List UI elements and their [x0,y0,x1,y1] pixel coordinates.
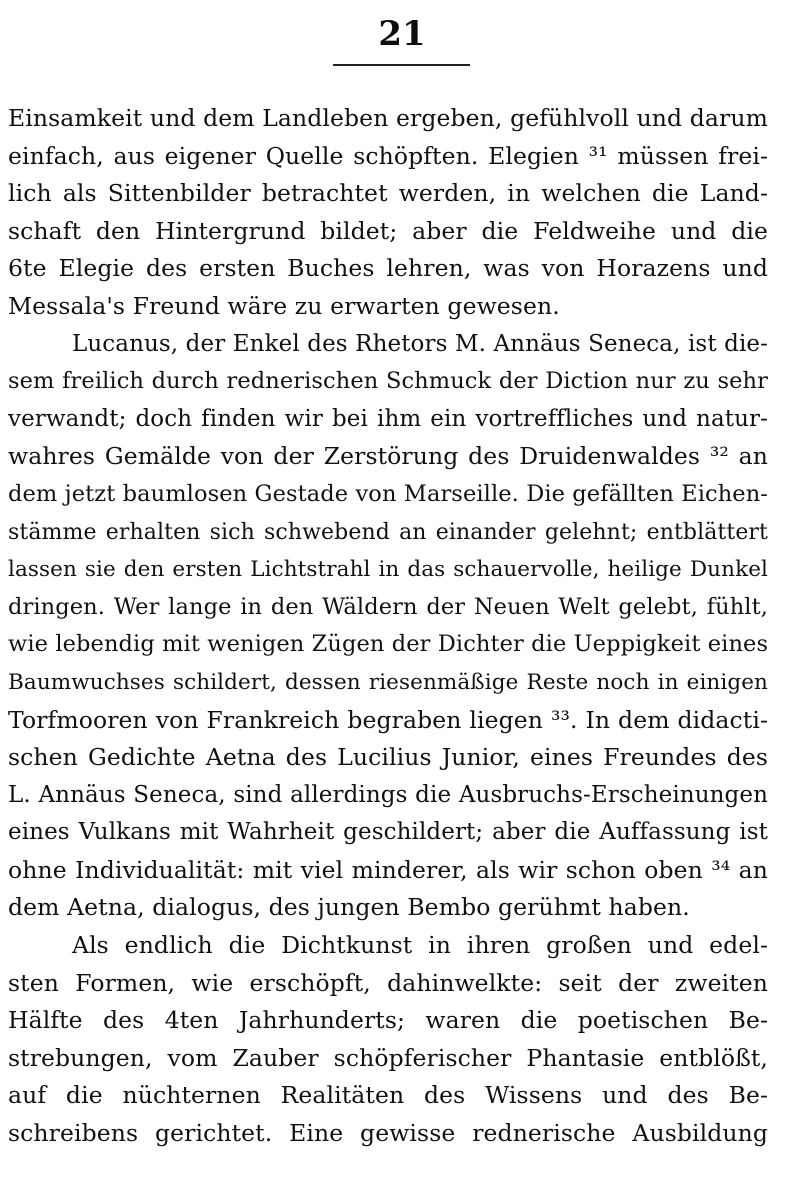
text-line: schreibens gerichtet. Eine gewisse rednerische Ausbildung [8,1119,768,1148]
text-line: eines Vulkans mit Wahrheit geschildert; aber die Auffassung ist [8,819,768,846]
text-line: strebungen, vom Zauber schöpferischer Phantasie entblößt, [8,1043,768,1072]
text-line: 6te Elegie des ersten Buches lehren, was von Horazens und [8,254,768,283]
text-line: sem freilich durch rednerischen Schmuck der Diction nur zu sehr [8,368,768,395]
page-number: 21 [378,14,426,54]
text-line: wahres Gemälde von der Zerstörung des Druidenwaldes ³² an [8,442,768,471]
text-line: dringen. Wer lange in den Wäldern der Neuen Welt gelebt, fühlt, [8,593,768,620]
text-line: verwandt; doch finden wir bei ihm ein vortreffliches und natur- [8,405,768,432]
text-line: sten Formen, wie erschöpft, dahinwelkte: seit der zweiten [8,968,768,997]
header-rule [333,64,470,66]
text-line: L. Annäus Seneca, sind allerdings die Ausbruchs-Erscheinungen [8,781,768,808]
text-line: einfach, aus eigener Quelle schöpften. Elegien ³¹ müssen frei- [8,141,768,170]
text-line: lassen sie den ersten Lichtstrahl in das schauervolle, heilige Dunkel [8,557,768,583]
text-line: Torfmooren von Frankreich begraben liegen ³³. In dem didacti- [8,705,768,734]
text-line: Lucanus, der Enkel des Rhetors M. Annäus Seneca, ist die- [72,330,768,357]
text-line: stämme erhalten sich schwebend an einander gelehnt; entblättert [8,519,768,545]
text-line: Messala's Freund wäre zu erwarten gewesen. [8,291,560,320]
text-line: dem jetzt baumlosen Gestade von Marseille. Die gefällten Eichen- [8,480,768,507]
text-line: lich als Sittenbilder betrachtet werden, in welchen die Land- [8,179,768,208]
text-line: schen Gedichte Aetna des Lucilius Junior, eines Freundes des [8,743,768,772]
text-line: dem Aetna, dialogus, des jungen Bembo gerühmt haben. [8,893,690,922]
text-line: Hälfte des 4ten Jahrhunderts; waren die poetischen Be- [8,1006,768,1035]
text-line: Baumwuchses schildert, dessen riesenmäßige Reste noch in einigen [8,669,768,695]
text-line: Als endlich die Dichtkunst in ihren großen und edel- [72,931,768,960]
text-line: wie lebendig mit wenigen Zügen der Dichter die Ueppigkeit eines [8,631,769,658]
text-line: auf die nüchternen Realitäten des Wissens und des Be- [8,1081,768,1110]
text-line: ohne Individualität: mit viel minderer, als wir schon oben ³⁴ an [8,855,768,884]
text-line: Einsamkeit und dem Landleben ergeben, gefühlvoll und darum [8,104,768,132]
text-line: schaft den Hintergrund bildet; aber die Feldweihe und die [8,216,768,245]
body-text [8,100,768,1153]
